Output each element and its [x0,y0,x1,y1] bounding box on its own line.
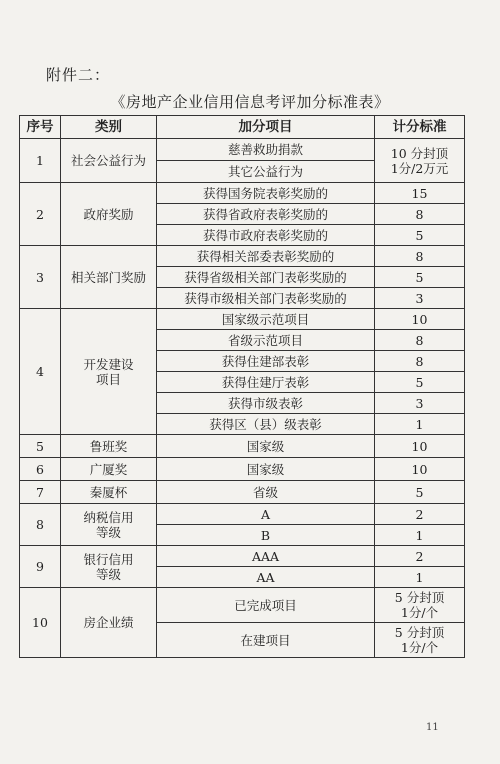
row-score: 8 [375,204,465,225]
row-score: 15 [375,183,465,204]
category-line: 开发建设 [83,356,134,372]
row-category: 秦厦杯 [61,481,157,504]
row-item: 获得相关部委表彰奖励的 [157,246,375,267]
score-line: 1分/个 [400,605,439,620]
row-score: 2 [375,504,465,525]
row-score: 1 [375,567,465,588]
score-line: 5 分封顶 [394,590,445,605]
row-category [61,504,157,546]
row-no: 4 [20,309,61,435]
row-no: 5 [20,435,61,458]
table-row [20,309,465,330]
row-item: AA [157,567,375,588]
row-no: 9 [20,546,61,588]
row-score: 1 [375,525,465,546]
row-score: 2 [375,546,465,567]
table-row [20,504,465,525]
header-score: 计分标准 [375,116,465,139]
row-item: 获得省政府表彰奖励的 [157,204,375,225]
category-line: 项目 [95,371,121,387]
row-score: 5 [375,225,465,246]
row-category [61,309,157,435]
row-item: 获得住建部表彰 [157,351,375,372]
row-category [61,546,157,588]
table-title: 《房地产企业信用信息考评加分标准表》 [110,93,390,111]
table-row [20,481,465,504]
table-row [20,183,465,204]
row-score: 8 [375,330,465,351]
row-score [375,623,465,658]
row-item: 省级 [157,481,375,504]
row-item: 在建项目 [157,623,375,658]
row-item: 国家级示范项目 [157,309,375,330]
row-score [375,139,465,183]
row-item: 其它公益行为 [157,161,375,183]
row-category: 社会公益行为 [61,139,157,183]
row-no: 10 [20,588,61,658]
row-no: 7 [20,481,61,504]
row-item: 获得市级表彰 [157,393,375,414]
score-line: 5 分封顶 [394,625,445,640]
score-line: 1分/个 [400,640,439,655]
row-item: 获得住建厅表彰 [157,372,375,393]
row-no: 6 [20,458,61,481]
row-item: 获得国务院表彰奖励的 [157,183,375,204]
row-no: 2 [20,183,61,246]
header-category: 类别 [61,116,157,139]
row-score: 3 [375,288,465,309]
category-line: 纳税信用 [83,509,134,525]
row-item: 获得市级相关部门表彰奖励的 [157,288,375,309]
row-category: 政府奖励 [61,183,157,246]
row-item: A [157,504,375,525]
row-score: 10 [375,458,465,481]
header-item: 加分项目 [157,116,375,139]
row-score: 5 [375,481,465,504]
row-no: 1 [20,139,61,183]
row-item: AAA [157,546,375,567]
row-item: 国家级 [157,458,375,481]
row-score: 8 [375,351,465,372]
row-score: 10 [375,309,465,330]
row-item: 获得区（县）级表彰 [157,414,375,435]
page-number: 11 [426,722,439,733]
table-row [20,458,465,481]
row-no: 3 [20,246,61,309]
row-score: 5 [375,267,465,288]
row-score: 10 [375,435,465,458]
row-item: B [157,525,375,546]
row-item: 省级示范项目 [157,330,375,351]
score-line: 10 分封顶 [390,145,449,161]
score-line: 1分/2万元 [390,160,449,176]
category-line: 等级 [95,524,121,540]
header-row [20,116,465,139]
row-item: 慈善救助捐款 [157,139,375,161]
row-item: 已完成项目 [157,588,375,623]
row-item: 获得省级相关部门表彰奖励的 [157,267,375,288]
category-line: 等级 [95,566,121,582]
row-item: 国家级 [157,435,375,458]
row-item: 获得市政府表彰奖励的 [157,225,375,246]
category-line: 银行信用 [83,551,134,567]
header-no: 序号 [20,116,61,139]
row-category: 相关部门奖励 [61,246,157,309]
attachment-label: 附件二： [46,66,111,84]
row-score [375,588,465,623]
row-no: 8 [20,504,61,546]
bonus-standard-table [19,115,465,658]
row-score: 5 [375,372,465,393]
table-row [20,435,465,458]
row-score: 3 [375,393,465,414]
table-row [20,546,465,567]
table-row [20,246,465,267]
row-category: 鲁班奖 [61,435,157,458]
row-score: 1 [375,414,465,435]
row-category: 广厦奖 [61,458,157,481]
table-row [20,588,465,623]
table-row [20,139,465,161]
row-score: 8 [375,246,465,267]
row-category: 房企业绩 [61,588,157,658]
